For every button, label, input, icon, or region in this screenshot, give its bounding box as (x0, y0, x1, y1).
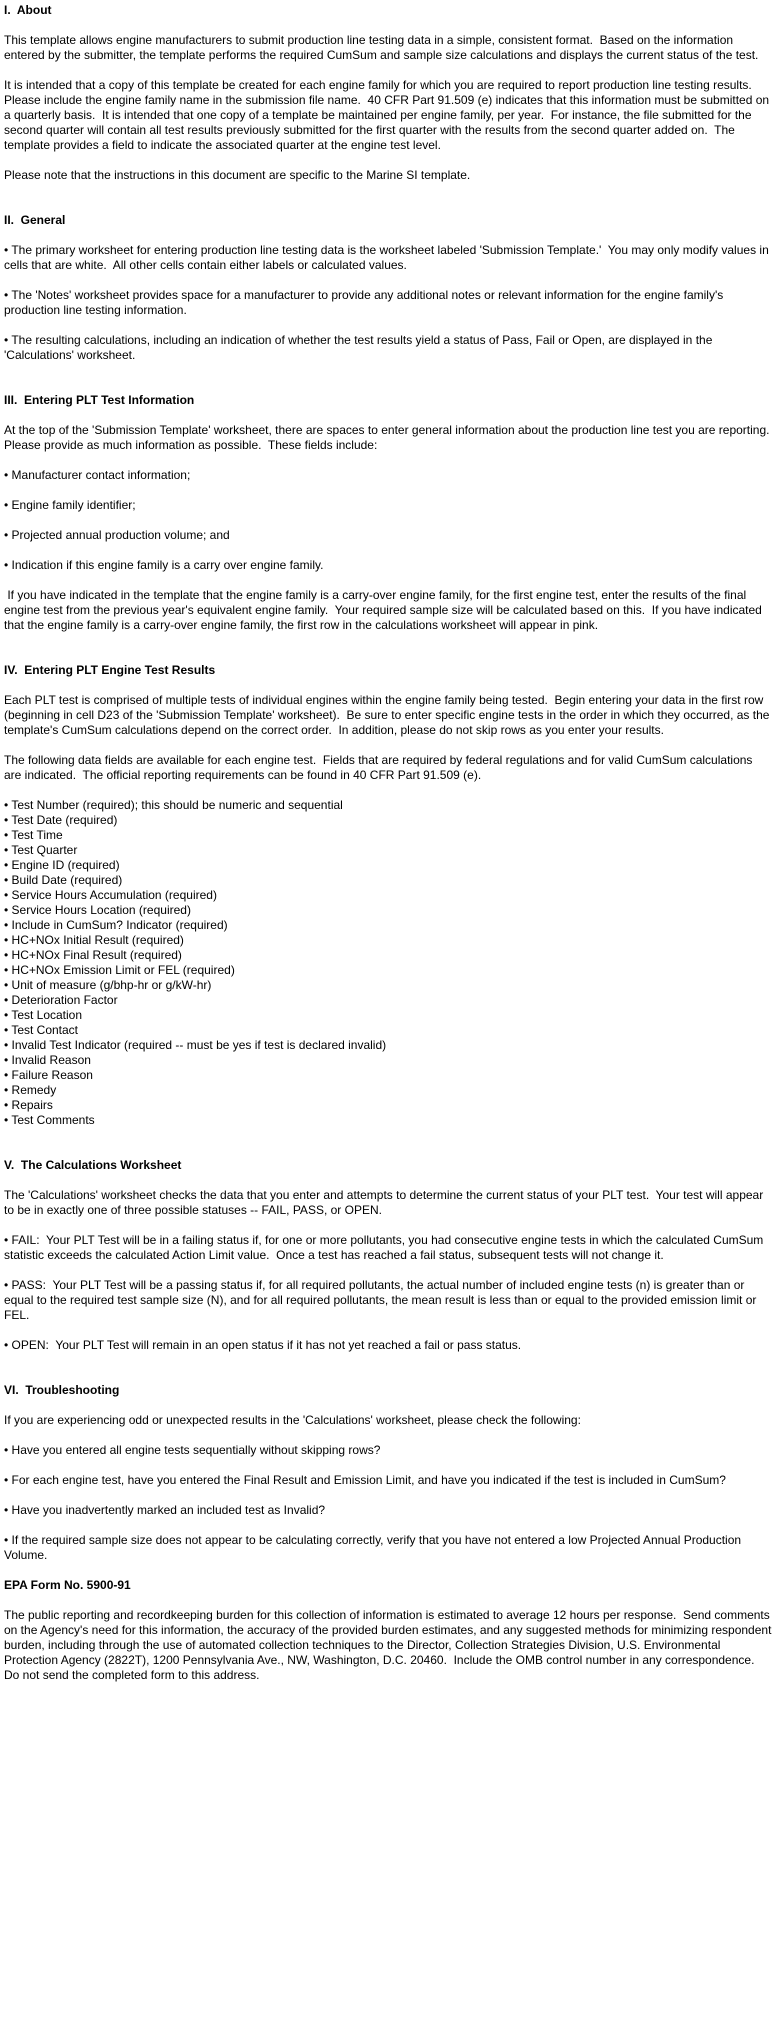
bullet-item: • The resulting calculations, including an indication of whether the test results yield a status of Pass, Fail or Open, are displayed in the 'Calculations' worksheet. (4, 333, 716, 362)
section-troubleshooting (4, 1383, 773, 1563)
section-heading-about: I. About (4, 3, 52, 17)
field-item: • Test Location (4, 1008, 83, 1022)
field-item: • Test Date (required) (4, 813, 118, 827)
section-calculations-worksheet (4, 1158, 773, 1353)
field-item: • Unit of measure (g/bhp-hr or g/kW-hr) (4, 978, 212, 992)
paragraph-burden-statement: The public reporting and recordkeeping burden for this collection of information is estimated to average 12 hours per response. Send comments on the Agency's need for this information, the accuracy of the provided burden estimates, and any suggested methods for minimizing respondent burden, including through the use of automated collection techniques to the Director, Collection Strategies Division, U.S. Environmental Protection Agency (2822T), 1200 Pennsylvania Ave., NW, Washington, D.C. 20460. Include the OMB control number in any correspondence. Do not send the completed form to this address. (4, 1608, 775, 1682)
section-heading-general: II. General (4, 213, 66, 227)
field-item: • Test Number (required); this should be numeric and sequential (4, 798, 343, 812)
bullet-item: • The primary worksheet for entering production line testing data is the worksheet labeled 'Submission Template.' You may only modify values in cells that are white. All other cells contain either labels or calculated values. (4, 243, 773, 272)
bullet-item: • Projected annual production volume; and (4, 528, 230, 542)
field-item: • Service Hours Accumulation (required) (4, 888, 217, 902)
bullet-item: • The 'Notes' worksheet provides space for a manufacturer to provide any additional notes or relevant information for the engine family's production line testing information. (4, 288, 727, 317)
field-list (4, 798, 773, 1128)
field-item: • Repairs (4, 1098, 53, 1112)
field-item: • Deterioration Factor (4, 993, 118, 1007)
field-item: • Engine ID (required) (4, 858, 120, 872)
bullet-item-open: • OPEN: Your PLT Test will remain in an open status if it has not yet reached a fail or pass status. (4, 1338, 522, 1352)
bullet-item: • For each engine test, have you entered the Final Result and Emission Limit, and have you indicated if the test is included in CumSum? (4, 1473, 726, 1487)
section-entering-plt-test-information (4, 393, 777, 633)
section-heading-troubleshooting: VI. Troubleshooting (4, 1383, 120, 1397)
field-item: • Test Time (4, 828, 63, 842)
field-item: • Test Quarter (4, 843, 78, 857)
field-item: • Include in CumSum? Indicator (required) (4, 918, 228, 932)
paragraph: It is intended that a copy of this template be created for each engine family for which you are required to report production line testing results. Please include the engine family name in the submission file name. 40 CFR Part 91.509 (e) indicates that this information must be submitted on a quarterly basis. It is intended that one copy of a template be maintained per engine family, per year. For instance, the file submitted for the second quarter will contain all test results previously submitted for the first quarter with the results from the second quarter added on. The template provides a field to indicate the associated quarter at the engine test level. (4, 78, 773, 152)
bullet-item: • If the required sample size does not appear to be calculating correctly, verify that you have not entered a low Projected Annual Production Volume. (4, 1533, 745, 1562)
paragraph: The 'Calculations' worksheet checks the data that you enter and attempts to determine the current status of your PLT test. Your test will appear to be in exactly one of three possible statuses -- FAIL, PASS, or OPEN. (4, 1188, 767, 1217)
field-item: • HC+NOx Initial Result (required) (4, 933, 184, 947)
epa-form-number-heading: EPA Form No. 5900-91 (4, 1578, 131, 1592)
field-item: • HC+NOx Emission Limit or FEL (required) (4, 963, 235, 977)
section-about (4, 3, 773, 183)
field-item: • Invalid Test Indicator (required -- must be yes if test is declared invalid) (4, 1038, 387, 1052)
paragraph: At the top of the 'Submission Template' worksheet, there are spaces to enter general information about the production line test you are reporting. Please provide as much information as possible. These fields include: (4, 423, 777, 452)
field-item: • Test Contact (4, 1023, 79, 1037)
section-heading-calculations: V. The Calculations Worksheet (4, 1158, 182, 1172)
bullet-item: • Indication if this engine family is a carry over engine family. (4, 558, 324, 572)
bullet-item: • Have you inadvertently marked an included test as Invalid? (4, 1503, 326, 1517)
paragraph: Please note that the instructions in this document are specific to the Marine SI template. (4, 168, 471, 182)
section-epa-form (4, 1578, 773, 1683)
section-entering-plt-engine-test-results (4, 663, 773, 1128)
field-item: • Build Date (required) (4, 873, 123, 887)
field-item: • Invalid Reason (4, 1053, 91, 1067)
bullet-item: • Engine family identifier; (4, 498, 136, 512)
bullet-item: • Manufacturer contact information; (4, 468, 191, 482)
paragraph: If you have indicated in the template that the engine family is a carry-over engine family, for the first engine test, enter the results of the final engine test from the previous year's equivalent engine family. Your required sample size will be calculated based on this. If you have indicated that the engine family is a carry-over engine family, the first row in the calculations worksheet will appear in pink. (4, 588, 766, 632)
section-general (4, 213, 773, 363)
bullet-item: • Have you entered all engine tests sequentially without skipping rows? (4, 1443, 381, 1457)
paragraph: This template allows engine manufacturers to submit production line testing data in a simple, consistent format. Based on the information entered by the submitter, the template performs the required CumSum and sample size calculations and displays the current status of the test. (4, 33, 759, 62)
field-item: • Remedy (4, 1083, 57, 1097)
field-item: • Test Comments (4, 1113, 95, 1127)
section-heading-engine-test-results: IV. Entering PLT Engine Test Results (4, 663, 216, 677)
paragraph: Each PLT test is comprised of multiple tests of individual engines within the engine family being tested. Begin entering your data in the first row (beginning in cell D23 of the 'Submission Template' worksheet). Be sure to enter specific engine tests in the order in which they occurred, as the template's CumSum calculations depend on the correct order. In addition, please do not skip rows as you enter your results. (4, 693, 773, 737)
bullet-item-fail: • FAIL: Your PLT Test will be in a failing status if, for one or more pollutants, you had consecutive engine tests in which the calculated CumSum statistic exceeds the calculated Action Limit value. Once a test has reached a fail status, subsequent tests will not change it. (4, 1233, 767, 1262)
field-item: • Service Hours Location (required) (4, 903, 191, 917)
paragraph: The following data fields are available for each engine test. Fields that are required by federal regulations and for valid CumSum calculations are indicated. The official reporting requirements can be found in 40 CFR Part 91.509 (e). (4, 753, 756, 782)
paragraph: If you are experiencing odd or unexpected results in the 'Calculations' worksheet, please check the following: (4, 1413, 581, 1427)
field-item: • HC+NOx Final Result (required) (4, 948, 182, 962)
section-heading-test-information: III. Entering PLT Test Information (4, 393, 195, 407)
field-item: • Failure Reason (4, 1068, 93, 1082)
bullet-item-pass: • PASS: Your PLT Test will be a passing status if, for all required pollutants, the actual number of included engine tests (n) is greater than or equal to the required test sample size (N), and for all required pollutants, the mean result is less than or equal to the provided emission limit or FEL. (4, 1278, 760, 1322)
